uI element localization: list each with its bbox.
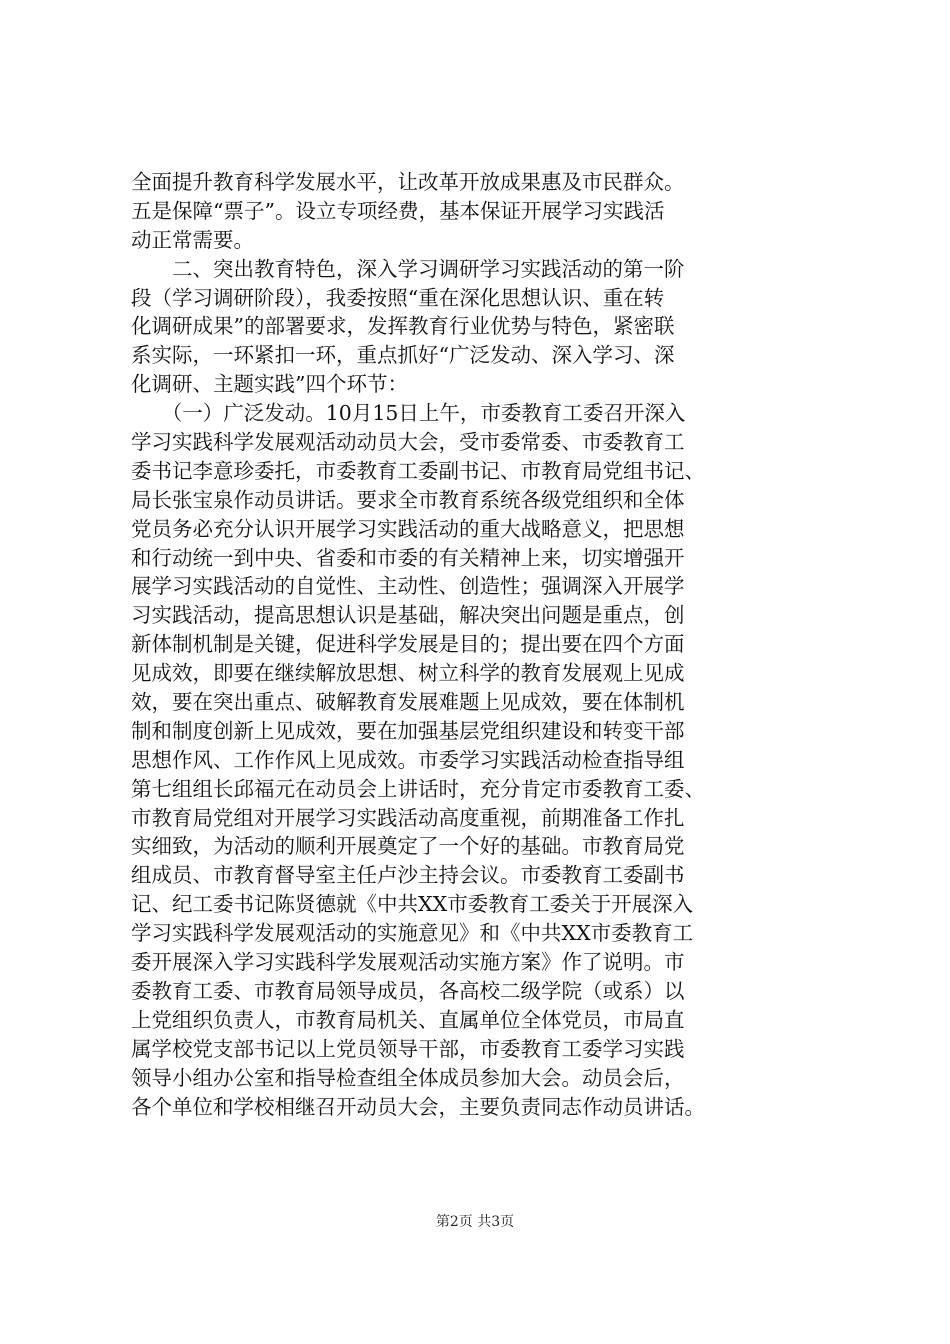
text-line: 全面提升教育科学发展水平，让改革开放成果惠及市民群众。	[131, 170, 685, 194]
text-line: 段（学习调研阶段），我委按照“重在深化思想认识、重在转	[131, 285, 665, 310]
text-line: 和行动统一到中央、省委和市委的有关精神上来，切实增强开	[131, 545, 685, 570]
text-line: 习实践活动，提高思想认识是基础，解决突出问题是重点，创	[131, 603, 685, 628]
text-line: 上党组织负责人，市教育局机关、直属单位全体党员，市局直	[131, 1007, 685, 1032]
text-line: 动正常需要。	[131, 227, 254, 252]
text-line: 二、突出教育特色，深入学习调研学习实践活动的第一阶	[131, 256, 685, 281]
text-line: 化调研成果”的部署要求，发挥教育行业优势与特色，紧密联	[131, 314, 675, 339]
text-line: 局长张宝泉作动员讲话。要求全市教育系统各级党组织和全体	[131, 487, 685, 512]
text-line: 制和制度创新上见成效，要在加强基层党组织建设和转变干部	[131, 718, 685, 743]
text-line: 五是保障“票子”。设立专项经费，基本保证开展学习实践活	[131, 198, 665, 223]
text-line: 新体制机制是关键，促进科学发展是目的；提出要在四个方面	[131, 632, 685, 657]
text-line: 思想作风、工作作风上见成效。市委学习实践活动检查指导组	[131, 747, 685, 772]
text-line: 效，要在突出重点、破解教育发展难题上见成效，要在体制机	[131, 690, 685, 715]
text-line: 市教育局党组对开展学习实践活动高度重视，前期准备工作扎	[131, 805, 685, 830]
text-line: 记、纪工委书记陈贤德就《中共XX市委教育工委关于开展深入	[131, 892, 694, 917]
text-line: 实细致，为活动的顺利开展奠定了一个好的基础。市教育局党	[131, 834, 685, 859]
page-footer: 第2页 共3页	[435, 1214, 515, 1230]
body-text	[131, 168, 831, 1121]
text-line: 第七组组长邱福元在动员会上讲话时，充分肯定市委教育工委、	[131, 776, 705, 801]
text-line: 属学校党支部书记以上党员领导干部，市委教育工委学习实践	[131, 1036, 685, 1061]
text-line: 系实际，一环紧扣一环，重点抓好“广泛发动、深入学习、深	[131, 343, 675, 368]
text-line: 委开展深入学习实践科学发展观活动实施方案》作了说明。市	[131, 950, 685, 975]
text-line: 委教育工委、市教育局领导成员，各高校二级学院（或系）以	[131, 978, 685, 1003]
text-line: 组成员、市教育督导室主任卢沙主持会议。市委教育工委副书	[131, 863, 685, 888]
text-line: （一）广泛发动。10月15日上午，市委教育工委召开深入	[131, 401, 686, 426]
text-line: 委书记李意珍委托，市委教育工委副书记、市教育局党组书记、	[131, 458, 705, 483]
text-line: 学习实践科学发展观活动的实施意见》和《中共XX市委教育工	[131, 921, 694, 946]
text-line: 各个单位和学校相继召开动员大会，主要负责同志作动员讲话。	[131, 1094, 705, 1119]
text-line: 化调研、主题实践”四个环节：	[131, 372, 408, 397]
text-line: 见成效，即要在继续解放思想、树立科学的教育发展观上见成	[131, 661, 685, 686]
text-line: 展学习实践活动的自觉性、主动性、创造性；强调深入开展学	[131, 574, 685, 599]
text-line: 领导小组办公室和指导检查组全体成员参加大会。动员会后，	[131, 1065, 685, 1090]
text-line: 学习实践科学发展观活动动员大会，受市委常委、市委教育工	[131, 430, 685, 455]
text-line: 党员务必充分认识开展学习实践活动的重大战略意义，把思想	[131, 516, 685, 541]
